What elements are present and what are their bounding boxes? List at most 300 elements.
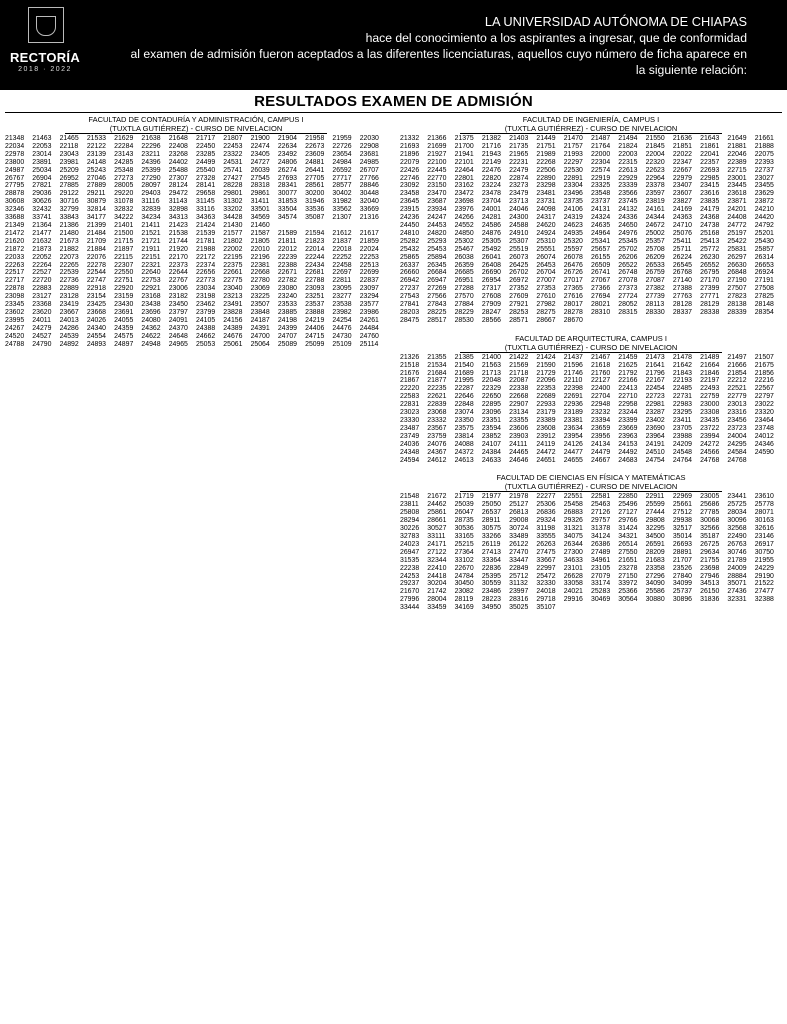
ficha-number: 22848	[454, 401, 474, 409]
ficha-number: 24539	[59, 332, 79, 340]
ficha-number: 24346	[754, 440, 774, 448]
ficha-number: 30724	[509, 525, 529, 533]
ficha-number: 25197	[727, 229, 747, 237]
ficha-number: 23713	[509, 198, 529, 206]
ficha-number: 21375	[454, 135, 474, 142]
ficha-number: 30204	[427, 580, 447, 588]
ficha-number: 28223	[481, 596, 502, 604]
ficha-number: 23399	[618, 417, 638, 424]
ficha-number: 24254	[332, 316, 352, 324]
ficha-number: 22296	[141, 142, 161, 150]
ficha-number: 26763	[727, 540, 747, 548]
ficha-number: 22474	[250, 142, 270, 150]
ficha-number: 21664	[700, 361, 720, 369]
ficha-number: 21364	[32, 221, 52, 229]
ficha-number: 28128	[672, 301, 693, 309]
ficha-number: 24590	[754, 448, 774, 456]
ficha-number: 27436	[727, 588, 747, 596]
ficha-number: 28475	[400, 316, 420, 324]
ficha-number: 27288	[454, 285, 474, 293]
ficha-number: 30896	[672, 596, 693, 604]
ficha-number: 24984	[332, 158, 352, 166]
ficha-number: 29757	[591, 517, 611, 525]
ficha-number: 22454	[645, 385, 665, 393]
ficha-number: 26954	[481, 277, 502, 285]
ficha-number: 23350	[454, 417, 474, 424]
ficha-number: 29938	[672, 517, 693, 525]
ficha-number: 22981	[645, 401, 665, 409]
ficha-number: 29237	[400, 580, 420, 588]
ficha-number: 26509	[591, 261, 611, 269]
ficha-number: 23097	[359, 285, 379, 293]
ficha-number: 23496	[563, 190, 583, 198]
ficha-number: 23074	[454, 409, 474, 417]
ficha-number: 22122	[86, 142, 107, 150]
ficha-number: 28294	[400, 517, 420, 525]
ficha-number: 22315	[618, 158, 638, 166]
ficha-number: 23006	[168, 285, 188, 293]
ficha-number: 27489	[591, 548, 611, 556]
ficha-number: 24910	[509, 229, 529, 237]
page-header	[0, 0, 787, 90]
faculty-subtitle: (TUXTLA GUTIÉRREZ) - CURSO DE NIVELACION	[504, 482, 678, 492]
ficha-number: 21411	[141, 221, 161, 229]
ficha-number: 23723	[727, 424, 747, 432]
ficha-number: 24987	[5, 166, 25, 174]
ficha-number: 26073	[509, 253, 529, 261]
ficha-number: 22539	[59, 269, 79, 277]
ficha-number: 24510	[645, 448, 665, 456]
ficha-number: 22024	[359, 245, 379, 253]
ficha-number: 25496	[618, 501, 638, 509]
ficha-number: 29861	[250, 190, 270, 198]
ficha-number: 33174	[591, 580, 611, 588]
header-line-4: la siguiente relación:	[635, 63, 747, 77]
ficha-number: 34961	[591, 556, 611, 564]
ficha-number: 22640	[141, 269, 161, 277]
ficha-number: 28275	[536, 308, 556, 316]
ficha-number: 24126	[563, 440, 583, 448]
ficha-number: 24552	[454, 221, 474, 229]
ficha-number: 21522	[754, 580, 774, 588]
ficha-number: 25109	[332, 340, 352, 348]
ficha-number: 23698	[454, 198, 474, 206]
ficha-number: 31378	[591, 525, 611, 533]
ficha-number: 23735	[563, 198, 583, 206]
ficha-number: 26952	[59, 174, 79, 182]
ficha-number: 23915	[400, 206, 420, 214]
ficha-number: 23667	[59, 308, 79, 316]
ficha-number: 27290	[141, 174, 161, 182]
ficha-number: 21845	[645, 142, 665, 150]
left-column	[5, 115, 387, 357]
ficha-number: 25551	[536, 245, 556, 253]
ficha-number: 23093	[305, 285, 325, 293]
ficha-number: 21589	[277, 229, 298, 237]
ficha-number: 22691	[563, 393, 583, 401]
ficha-number: 21470	[563, 135, 583, 142]
ficha-number: 22014	[305, 245, 325, 253]
ficha-number: 22969	[672, 493, 693, 501]
ficha-number: 28005	[114, 182, 134, 190]
ficha-number: 21781	[196, 237, 216, 245]
ficha-number: 22613	[618, 166, 638, 174]
ficha-number: 23486	[481, 588, 502, 596]
ficha-number: 22883	[32, 285, 52, 293]
ficha-number: 21533	[86, 135, 107, 142]
ficha-number: 25306	[536, 501, 556, 509]
faculty-subtitle: (TUXTLA GUTIÉRREZ) - CURSO DE NIVELACION	[504, 342, 678, 352]
ficha-number: 27884	[454, 301, 474, 309]
ficha-number: 23098	[5, 293, 25, 301]
ficha-number: 21843	[672, 369, 693, 377]
ficha-number: 24897	[114, 340, 134, 348]
ficha-number: 25348	[114, 166, 134, 174]
ficha-number: 23731	[536, 198, 556, 206]
ficha-number: 21707	[672, 556, 693, 564]
ficha-number: 24548	[672, 448, 693, 456]
ficha-number: 25861	[427, 509, 447, 517]
ficha-number: 28071	[754, 509, 774, 517]
ficha-number: 25458	[563, 501, 583, 509]
ficha-number: 27007	[536, 277, 556, 285]
ficha-number: 22521	[727, 385, 747, 393]
ficha-number: 23872	[754, 198, 774, 206]
ficha-number: 26768	[672, 269, 693, 277]
ficha-number: 22118	[59, 142, 79, 150]
ficha-number: 28021	[591, 301, 611, 309]
ficha-number: 27444	[645, 509, 665, 517]
ficha-number: 22671	[277, 269, 298, 277]
ficha-number: 28846	[359, 182, 379, 190]
ficha-number: 29808	[645, 517, 665, 525]
ficha-number: 23956	[591, 432, 611, 440]
ficha-number: 23748	[754, 424, 774, 432]
ficha-number: 28667	[536, 316, 556, 324]
ficha-number: 23322	[223, 150, 243, 158]
ficha-number: 24229	[754, 564, 774, 572]
ficha-number: 23308	[700, 409, 720, 417]
ficha-number: 25201	[754, 229, 774, 237]
ficha-number: 30527	[427, 525, 447, 533]
ficha-number: 22891	[563, 174, 583, 182]
ficha-number: 31145	[196, 198, 215, 206]
ficha-number: 22307	[114, 261, 134, 269]
ficha-number: 21735	[509, 142, 529, 150]
ficha-number: 23179	[536, 409, 556, 417]
ficha-number: 22820	[481, 174, 502, 182]
ficha-number: 28330	[645, 308, 665, 316]
header-line-2: hace del conocimiento a los aspirantes a ingresar, que de conformidad	[365, 31, 747, 45]
ficha-number: 32432	[32, 206, 52, 214]
ficha-number: 27364	[454, 548, 474, 556]
ficha-grid	[400, 135, 782, 325]
ficha-number: 23405	[250, 150, 270, 158]
ficha-number: 24247	[427, 214, 447, 222]
ficha-number: 23407	[672, 182, 693, 190]
ficha-number: 34513	[700, 580, 720, 588]
ficha-number: 26522	[618, 261, 638, 269]
ficha-number: 22921	[141, 285, 161, 293]
ficha-number: 22485	[672, 385, 693, 393]
ficha-number: 26453	[536, 261, 556, 269]
ficha-number: 21700	[454, 142, 474, 150]
ficha-number: 22453	[223, 142, 243, 150]
ficha-number: 21636	[672, 135, 693, 142]
ficha-number: 23737	[591, 198, 611, 206]
ficha-grid	[400, 493, 782, 612]
ficha-number: 21403	[509, 135, 529, 142]
ficha-number: 24261	[359, 316, 379, 324]
ficha-number: 22837	[359, 277, 379, 285]
ficha-number: 27140	[672, 277, 693, 285]
ficha-number: 25808	[400, 509, 420, 517]
ficha-number: 22393	[754, 158, 774, 166]
ficha-number: 23994	[700, 432, 720, 440]
ficha-number: 24662	[196, 332, 216, 340]
ficha-number: 27825	[754, 293, 774, 301]
ficha-number: 25708	[645, 245, 665, 253]
ficha-number: 22075	[754, 150, 774, 158]
ficha-number: 27843	[427, 301, 447, 309]
ficha-number: 24191	[645, 440, 665, 448]
ficha-number: 27413	[481, 548, 502, 556]
ficha-number: 33364	[481, 556, 502, 564]
ficha-number: 28278	[563, 308, 583, 316]
ficha-number: 27373	[618, 285, 638, 293]
ficha-number: 22668	[509, 393, 529, 401]
ficha-number: 23082	[454, 588, 474, 596]
ficha-number: 25894	[427, 253, 447, 261]
ficha-number: 28911	[481, 517, 501, 525]
ficha-number: 21807	[223, 135, 243, 142]
ficha-number: 25599	[645, 501, 665, 509]
ficha-number: 27766	[359, 174, 379, 182]
ficha-number: 21590	[536, 361, 556, 369]
ficha-number: 25430	[754, 237, 774, 245]
ficha-number: 23425	[86, 301, 107, 309]
ficha-number: 23268	[168, 150, 188, 158]
ficha-number: 23139	[86, 150, 107, 158]
ficha-number: 28315	[618, 308, 638, 316]
ficha-number: 23981	[59, 158, 79, 166]
ficha-number: 27190	[727, 277, 747, 285]
ficha-number: 21896	[400, 150, 420, 158]
ficha-number: 22450	[196, 142, 216, 150]
ficha-number: 24935	[563, 229, 583, 237]
ficha-number: 24672	[645, 221, 665, 229]
ficha-number: 22172	[196, 253, 216, 261]
ficha-number: 31116	[141, 198, 160, 206]
ficha-number: 23814	[454, 432, 474, 440]
ficha-number: 23143	[114, 150, 134, 158]
ficha-number: 28354	[754, 308, 774, 316]
ficha-number: 23479	[509, 190, 529, 198]
ficha-number: 21993	[563, 150, 583, 158]
ficha-number: 21641	[645, 361, 665, 369]
ficha-number: 33202	[223, 206, 243, 214]
ficha-number: 29766	[618, 517, 638, 525]
ficha-number: 21666	[727, 361, 747, 369]
ficha-number: 26591	[645, 540, 665, 548]
ficha-number: 22839	[427, 401, 447, 409]
ficha-number: 21307	[332, 214, 352, 222]
ficha-number: 27616	[563, 293, 583, 301]
ficha-number: 21355	[427, 353, 447, 361]
ficha-grid-continued	[5, 230, 387, 349]
ficha-number: 24169	[672, 206, 693, 214]
ficha-number: 23533	[277, 301, 298, 309]
ficha-number: 26230	[700, 253, 720, 261]
ficha-number: 24788	[5, 340, 25, 348]
ficha-number: 24370	[168, 324, 188, 332]
ficha-number: 26408	[481, 261, 502, 269]
ficha-number: 24209	[672, 440, 693, 448]
ficha-number: 27996	[400, 596, 420, 604]
logo-name: RECTORÍA	[9, 50, 81, 65]
ficha-number: 26514	[618, 540, 638, 548]
ficha-number: 24477	[563, 448, 583, 456]
ficha-number: 23273	[509, 182, 529, 190]
ficha-number: 32040	[359, 198, 379, 206]
ficha-number: 22929	[618, 174, 638, 182]
ficha-number: 23325	[591, 182, 611, 190]
ficha-number: 23537	[305, 301, 325, 309]
ficha-number: 25661	[672, 501, 693, 509]
ficha-number: 26122	[509, 540, 529, 548]
ficha-number: 22265	[59, 261, 79, 269]
ficha-number: 21400	[481, 353, 502, 361]
ficha-number: 22381	[250, 261, 270, 269]
ficha-number: 27475	[536, 548, 556, 556]
ficha-number: 24584	[727, 448, 747, 456]
ficha-number: 23277	[332, 293, 352, 301]
ficha-number: 22022	[672, 150, 693, 158]
ficha-number: 25310	[536, 237, 556, 245]
ficha-number: 27353	[536, 285, 556, 293]
ficha-number: 24362	[141, 324, 161, 332]
ficha-number: 23696	[141, 308, 161, 316]
ficha-number: 28141	[196, 182, 216, 190]
ficha-number: 23462	[196, 301, 216, 309]
ficha-number: 23954	[563, 432, 583, 440]
ficha-number: 23629	[754, 190, 774, 198]
ficha-number: 22338	[509, 385, 529, 393]
ficha-number: 21911	[141, 245, 161, 253]
ficha-number: 22801	[454, 174, 474, 182]
ficha-number: 27705	[305, 174, 325, 182]
ficha-number: 23800	[5, 158, 25, 166]
ficha-number: 22127	[591, 377, 611, 385]
right-column	[400, 115, 782, 621]
ficha-number: 27609	[509, 293, 529, 301]
ficha-number: 22889	[59, 285, 79, 293]
ficha-number: 24806	[277, 158, 298, 166]
ficha-number: 22646	[454, 393, 474, 401]
ficha-number: 22767	[168, 277, 188, 285]
ficha-number: 26039	[250, 166, 270, 174]
ficha-number: 23491	[223, 301, 243, 309]
ficha-number: 26767	[5, 174, 25, 182]
ficha-number: 22650	[481, 393, 502, 401]
ficha-number: 21507	[754, 353, 774, 361]
ficha-number: 25302	[454, 237, 474, 245]
ficha-number: 22149	[481, 158, 502, 166]
ficha-number: 24623	[563, 221, 583, 229]
ficha-number: 23294	[359, 293, 379, 301]
ficha-number: 22398	[563, 385, 583, 393]
ficha-number: 24088	[454, 440, 474, 448]
ficha-number: 28138	[727, 301, 747, 309]
ficha-number: 27693	[277, 174, 298, 182]
ficha-number: 27122	[427, 548, 447, 556]
ficha-number: 27046	[86, 174, 107, 182]
ficha-number: 34500	[645, 532, 665, 540]
ficha-number: 23435	[700, 417, 720, 424]
ficha-number: 29403	[141, 190, 161, 198]
ficha-number: 24011	[32, 316, 51, 324]
ficha-number: 24772	[727, 221, 747, 229]
ficha-number: 24367	[427, 448, 447, 456]
ficha-number: 26345	[427, 261, 447, 269]
ficha-number: 24267	[5, 324, 25, 332]
ficha-number: 24622	[141, 332, 161, 340]
ficha-number: 25737	[672, 588, 693, 596]
ficha-number: 25305	[481, 237, 502, 245]
ficha-number: 22788	[305, 277, 325, 285]
ficha-number: 22704	[591, 393, 611, 401]
ficha-number: 23659	[591, 424, 611, 432]
ficha-number: 33972	[618, 580, 638, 588]
ficha-number: 24281	[481, 214, 502, 222]
ficha-number: 27328	[196, 174, 216, 182]
ficha-number: 23232	[591, 409, 611, 417]
ficha-number: 23211	[141, 150, 161, 158]
ficha-number: 28577	[332, 182, 352, 190]
ficha-number: 24554	[86, 332, 107, 340]
ficha-number: 24363	[672, 214, 693, 222]
ficha-number: 34169	[454, 604, 474, 612]
ficha-number: 27566	[427, 293, 447, 301]
ficha-number: 24340	[86, 324, 107, 332]
ficha-number: 25865	[400, 253, 420, 261]
ficha-number: 35187	[700, 532, 720, 540]
ficha-number: 24148	[86, 158, 107, 166]
ficha-number: 32832	[114, 206, 134, 214]
ficha-number: 32566	[700, 525, 720, 533]
ficha-number: 21594	[305, 229, 325, 237]
ficha-number: 24210	[754, 206, 774, 214]
ficha-number: 26660	[400, 269, 420, 277]
ficha-number: 25463	[591, 501, 611, 509]
ficha-number: 25366	[618, 588, 638, 596]
ficha-number: 26224	[672, 253, 693, 261]
ficha-number: 21548	[400, 493, 420, 501]
ficha-number: 23610	[754, 493, 774, 501]
ficha-number: 25411	[672, 237, 692, 245]
ficha-number: 28884	[727, 572, 747, 580]
logo-years: 2018 · 2022	[18, 66, 72, 73]
ficha-number: 24531	[223, 158, 243, 166]
ficha-number: 27352	[509, 285, 529, 293]
ficha-number: 22357	[700, 158, 720, 166]
ficha-number: 21424	[196, 221, 216, 229]
ficha-number: 24655	[563, 456, 583, 464]
ficha-number: 24976	[618, 229, 638, 237]
ficha-number: 23654	[332, 150, 352, 158]
ficha-number: 22797	[754, 393, 774, 401]
ficha-number: 23691	[114, 308, 134, 316]
